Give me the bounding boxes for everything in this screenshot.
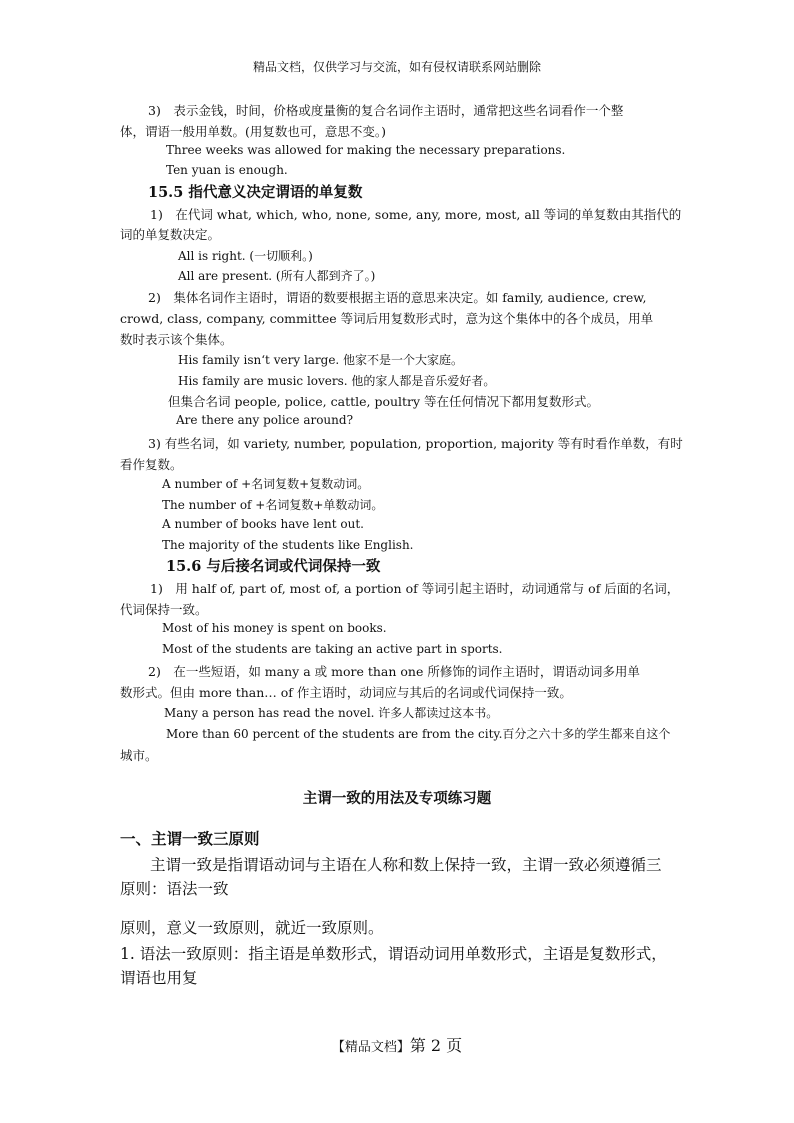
page-header: 精品文档，仅供学习与交流，如有侵权请联系网站删除 [252,60,541,74]
paragraph-line: 谓语也用复 [120,969,198,987]
paragraph-line: 1. 语法一致原则：指主语是单数形式，谓语动词用单数形式，主语是复数形式， [120,945,667,963]
example-sentence: A number of books have lent out. [162,517,364,531]
paragraph-line: 3) 表示金钱，时间，价格或度量衡的复合名词作主语时，通常把这些名词看作一个整 [148,103,624,118]
paragraph-line: 2) 在一些短语，如 many a 或 more than one 所修饰的词作主语时，谓语动词多用单 [148,664,640,679]
paragraph-line: 原则，意义一致原则，就近一致原则。 [120,919,384,937]
example-sentence: Are there any police around? [176,413,354,427]
example-sentence: His family are music lovers. 他的家人都是音乐爱好者。 [178,374,496,388]
example-sentence: All are present. (所有人都到齐了。) [178,269,376,283]
paragraph-line: 看作复数。 [120,457,183,472]
practice-heading: 一、主谓一致三原则 [120,829,260,848]
paragraph-line: 1) 在代词 what, which, who, none, some, any, more, most, all 等词的单复数由其指代的 [150,207,682,222]
practice-title: 主谓一致的用法及专项练习题 [302,790,492,807]
footer-tag: 【精品文档】 [331,1040,410,1055]
example-sentence: All is right. (一切顺利。) [178,249,313,263]
example-sentence: Many a person has read the novel. 许多人都读过这本书。 [164,706,499,720]
example-sentence: Most of the students are taking an active part in sports. [162,642,503,656]
paragraph-line: 数形式。但由 more than… of 作主语时，动词应与其后的名词或代词保持一致。 [120,685,572,700]
example-sentence: Three weeks was allowed for making the necessary preparations. [166,143,566,157]
paragraph-line: 1) 用 half of, part of, most of, a portion of 等词引起主语时，动词通常与 of 后面的名词， [150,581,680,596]
paragraph-line: 3) 有些名词，如 variety, number, population, proportion, majority 等有时看作单数，有时 [148,436,683,451]
paragraph-line: 数时表示该个集体。 [120,332,233,347]
section-heading-15-6: 15.6 与后接名词或代词保持一致 [166,558,381,575]
example-sentence: Ten yuan is enough. [166,163,288,177]
paragraph-line: 原则：语法一致 [120,880,229,898]
example-sentence: Most of his money is spent on books. [162,621,387,635]
page-number: 第 2 页 [409,1036,463,1055]
paragraph-line: 城市。 [120,748,158,763]
paragraph-line: 但集合名词 people, police, cattle, poultry 等在任何情况下都用复数形式。 [168,394,600,409]
example-sentence: The number of +名词复数+单数动词。 [162,498,384,512]
example-sentence: The majority of the students like English. [162,538,414,552]
paragraph-line: 主谓一致是指谓语动词与主语在人称和数上保持一致，主谓一致必须遵循三 [150,856,662,874]
section-heading-15-5: 15.5 指代意义决定谓语的单复数 [148,184,363,201]
paragraph-line: 体，谓语一般用单数。(用复数也可，意思不变。) [120,124,387,139]
example-sentence: His family isn‘t very large. 他家不是一个大家庭。 [178,353,464,367]
paragraph-line: 代词保持一致。 [120,602,208,617]
example-sentence: A number of +名词复数+复数动词。 [162,477,370,491]
paragraph-line: 词的单复数决定。 [120,227,221,242]
paragraph-line: 2) 集体名词作主语时，谓语的数要根据主语的意思来决定。如 family, audience, crew, [148,290,647,305]
example-sentence: More than 60 percent of the students are from the city.百分之六十多的学生都来自这个 [166,727,671,741]
page-footer [0,1033,794,1056]
paragraph-line: crowd, class, company, committee 等词后用复数形式时，意为这个集体中的各个成员，用单 [120,311,654,326]
